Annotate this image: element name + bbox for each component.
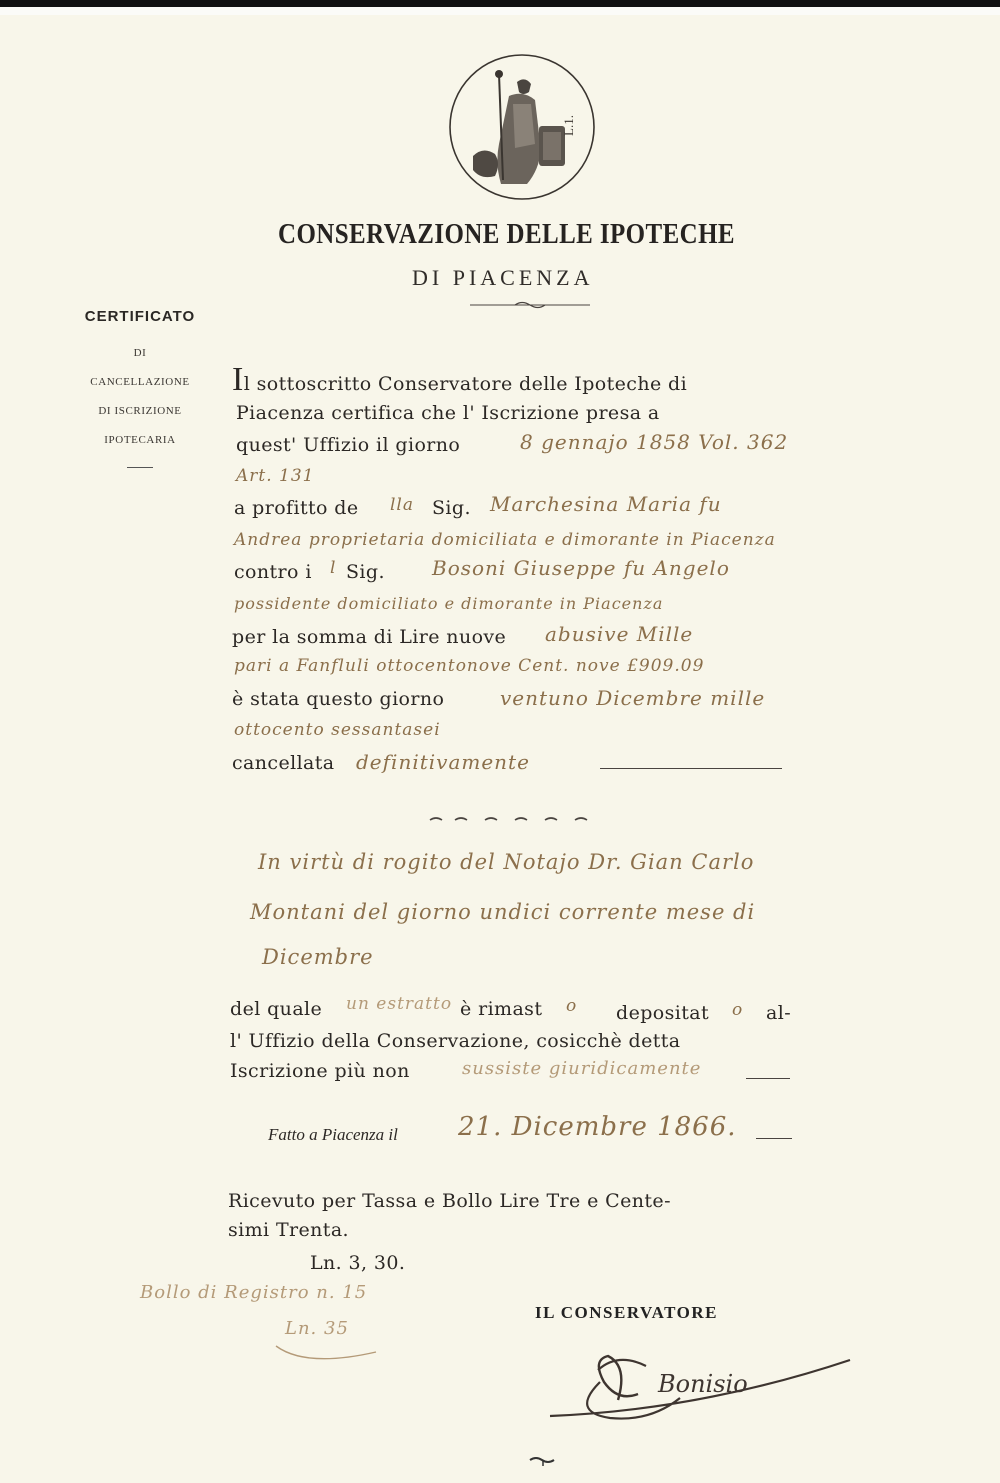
title-ornament-icon [470,299,590,311]
sidebar-divider [127,467,153,468]
dash-ornament-icon [425,812,595,826]
body-line-1 [232,363,687,397]
handwritten-day-1: ventuno Dicembre mille [500,686,766,710]
italia-seal-icon [447,52,597,202]
sidebar-title: CERTIFICATO [84,308,196,325]
body-cancellata: cancellata [232,752,335,774]
handwritten-stamp-note-2: Ln. 35 [285,1318,349,1339]
body-somma: per la somma di Lire nuove [232,626,507,648]
receipt-line-1: Ricevuto per Tassa e Bollo Lire Tre e Cente- [228,1190,671,1212]
handwritten-debtor-article: l [330,558,337,578]
sidebar-line: CANCELLAZIONE [90,376,190,388]
sidebar-line: IPOTECARIA [104,434,176,446]
seal-text: L.1. [561,115,576,136]
fill-line [756,1138,792,1139]
body-profitto: a profitto de [234,497,359,519]
handwritten-sum-1: abusive Mille [545,622,694,646]
body-contro: contro i [234,561,312,583]
page-title: CONSERVAZIONE DELLE IPOTECHE [278,218,735,250]
body-depositat: depositat [616,1002,710,1024]
stamp-flourish-icon [268,1326,388,1366]
body-uffizio: l' Uffizio della Conservazione, cosicchè detta [230,1030,681,1052]
sidebar-line: DI [133,347,147,359]
body-stata: è stata questo giorno [232,688,445,710]
handwritten-stamp-note-1: Bollo di Registro n. 15 [140,1282,368,1303]
receipt-amount: Ln. 3, 30. [310,1252,406,1274]
body-del-quale: del quale [230,998,323,1020]
body-sig-1: Sig. [432,497,471,519]
handwritten-date: 8 gennajo 1858 Vol. 362 [520,430,789,454]
handwritten-beneficiary-1: Marchesina Maria fu [490,492,722,516]
handwritten-ground-2: Montani del giorno undici corrente mese di [250,900,756,924]
handwritten-profitto-article: lla [390,495,415,515]
sidebar-line: DI ISCRIZIONE [98,405,182,417]
body-text: l sottoscritto Conservatore delle Ipoteche di [243,373,688,395]
handwritten-estratto: un estratto [346,994,453,1014]
handwritten-beneficiary-2: Andrea proprietaria domiciliata e dimorante in Piacenza [234,530,776,550]
handwritten-day-2: ottocento sessantasei [234,720,441,740]
handwritten-issue-date: 21. Dicembre 1866. [458,1112,737,1142]
handwritten-sussiste: sussiste giuridicamente [462,1058,702,1079]
receipt-line-2: simi Trenta. [228,1219,349,1241]
page-subtitle: DI PIACENZA [412,265,594,290]
scan-edge [0,0,1000,7]
handwritten-sum-2: pari a Fanfluli ottocentonove Cent. nove £909.09 [234,656,705,676]
body-al: al- [766,1002,792,1024]
handwritten-article: Art. 131 [236,466,315,486]
body-iscrizione: Iscrizione più non [230,1060,410,1082]
fill-line [746,1078,790,1079]
scan-edge-light [0,7,1000,15]
place-date-label: Fatto a Piacenza il [268,1125,398,1144]
handwritten-debtor-2: possidente domiciliato e dimorante in Piacenza [234,594,664,613]
handwritten-depositat-ending: o [732,1000,744,1020]
handwritten-ground-1: In virtù di rogito del Notajo Dr. Gian Carlo [258,850,755,874]
certificate-sidebar [70,308,210,468]
signature-text: Bonisio [658,1370,748,1398]
fill-line [600,768,782,769]
conservatore-signature [540,1330,860,1425]
handwritten-cancel: definitivamente [356,750,530,774]
body-sig-2: Sig. [346,561,385,583]
handwritten-rimasto-ending: o [566,996,578,1016]
body-line-2: Piacenza certifica che l' Iscrizione presa a [236,402,660,424]
handwritten-ground-3: Dicembre [262,945,374,969]
footer-mark-icon [528,1455,558,1467]
drop-cap: I [232,361,244,398]
body-rimasto: è rimast [460,998,543,1020]
body-line-3: quest' Uffizio il giorno [236,434,461,456]
handwritten-debtor-1: Bosoni Giuseppe fu Angelo [432,556,730,580]
conservatore-label: IL CONSERVATORE [535,1303,718,1322]
